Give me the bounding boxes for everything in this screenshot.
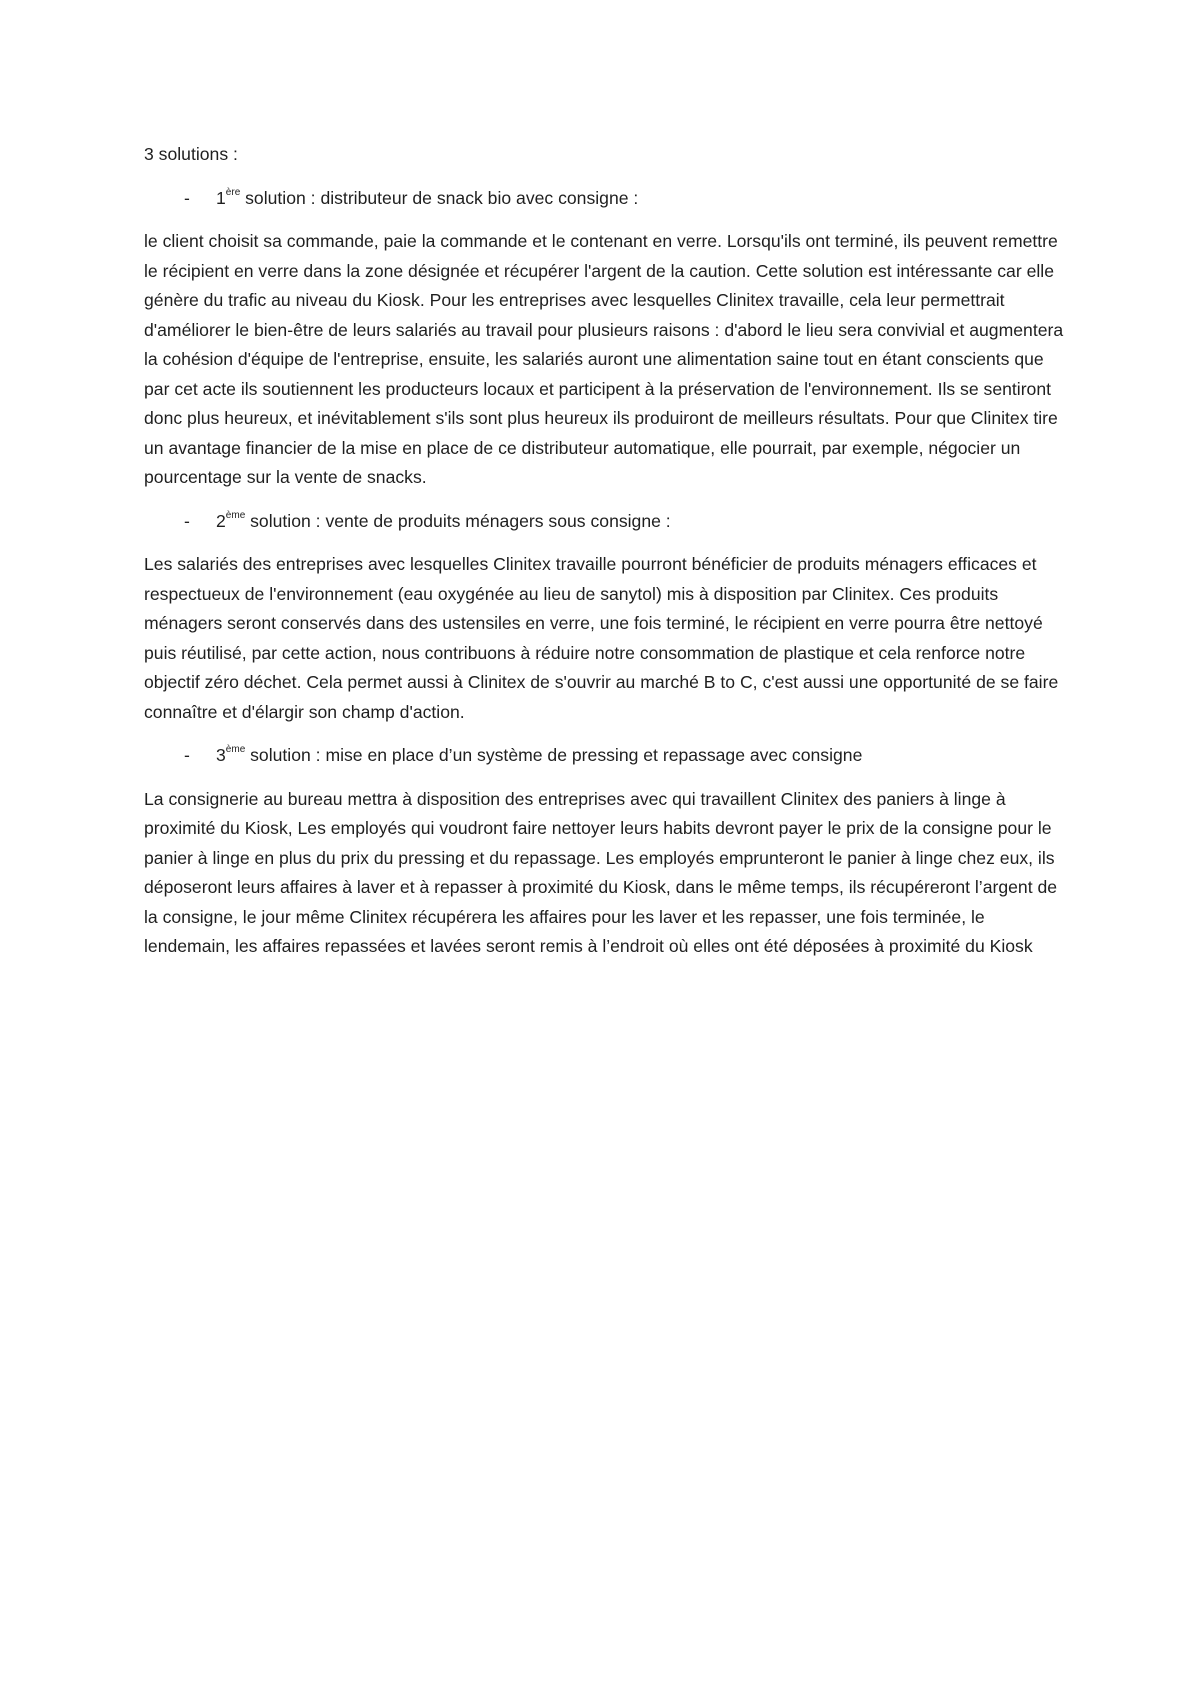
section-number: 1: [216, 187, 226, 208]
section-3-paragraph: La consignerie au bureau mettra à disposition des entreprises avec qui travaillent Clinitex des paniers à linge à proximité du Kiosk, Les employés qui voudront faire nettoyer leurs habits devront payer le prix de la consigne pour le panier à linge en plus du prix du pressing et du repassage. Les employés emprunteront le panier à linge chez eux, ils déposeront leurs affaires à laver et à repasser à proximité du Kiosk, dans le même temps, ils récupéreront l’argent de la consigne, le jour même Clinitex récupérera les affaires pour les laver et les repasser, une fois terminée, le lendemain, les affaires repassées et lavées seront remis à l’endroit où elles ont été déposées à proximité du Kiosk: [144, 788, 1058, 956]
bullet-dash: -: [184, 510, 190, 531]
section-1-title: [144, 184, 1064, 214]
section-number: 3: [216, 745, 226, 765]
section-3-title: [144, 741, 1064, 771]
document-heading: 3 solutions :: [144, 144, 238, 164]
ordinal-suffix: ère: [225, 186, 241, 198]
section-number: 2: [216, 510, 226, 531]
section-2-title: [144, 507, 1064, 537]
bullet-dash: -: [184, 187, 190, 208]
document-body: [144, 140, 1064, 976]
bullet-dash: -: [184, 745, 190, 765]
section-title-text: solution : distributeur de snack bio avec consigne :: [240, 187, 639, 208]
ordinal-suffix: ème: [225, 744, 246, 756]
section-title-text: solution : vente de produits ménagers sous consigne :: [245, 510, 671, 531]
section-2-paragraph: Les salariés des entreprises avec lesquelles Clinitex travaille pourront bénéficier de produits ménagers efficaces et respectueux de l'environnement (eau oxygénée au lieu de sanytol) mis à disposition par Clinitex. Ces produits ménagers seront conservés dans des ustensiles en verre, une fois terminé, le récipient en verre pourra être nettoyé puis réutilisé, par cette action, nous contribuons à réduire notre consommation de plastique et cela renforce notre objectif zéro déchet. Cela permet aussi à Clinitex de s'ouvrir au marché B to C, c'est aussi une opportunité de se faire connaître et d'élargir son champ d'action.: [144, 554, 1059, 722]
ordinal-suffix: ème: [225, 509, 246, 521]
section-1-paragraph: le client choisit sa commande, paie la commande et le contenant en verre. Lorsqu'ils ont terminé, ils peuvent remettre le récipient en verre dans la zone désignée et récupérer l'argent de la caution. Cette solution est intéressante car elle génère du trafic au niveau du Kiosk. Pour les entreprises avec lesquelles Clinitex travaille, cela leur permettrait d'améliorer le bien-être de leurs salariés au travail pour plusieurs raisons : d'abord le lieu sera convivial et augmentera la cohésion d'équipe de l'entreprise, ensuite, les salariés auront une alimentation saine tout en étant conscients que par cet acte ils soutiennent les producteurs locaux et participent à la préservation de l'environnement. Ils se sentiront donc plus heureux, et inévitablement s'ils sont plus heureux ils produiront de meilleurs résultats. Pour que Clinitex tire un avantage financier de la mise en place de ce distributeur automatique, elle pourrait, par exemple, négocier un pourcentage sur la vente de snacks.: [144, 231, 1064, 487]
section-title-text: solution : mise en place d’un système de pressing et repassage avec consigne: [245, 745, 863, 765]
